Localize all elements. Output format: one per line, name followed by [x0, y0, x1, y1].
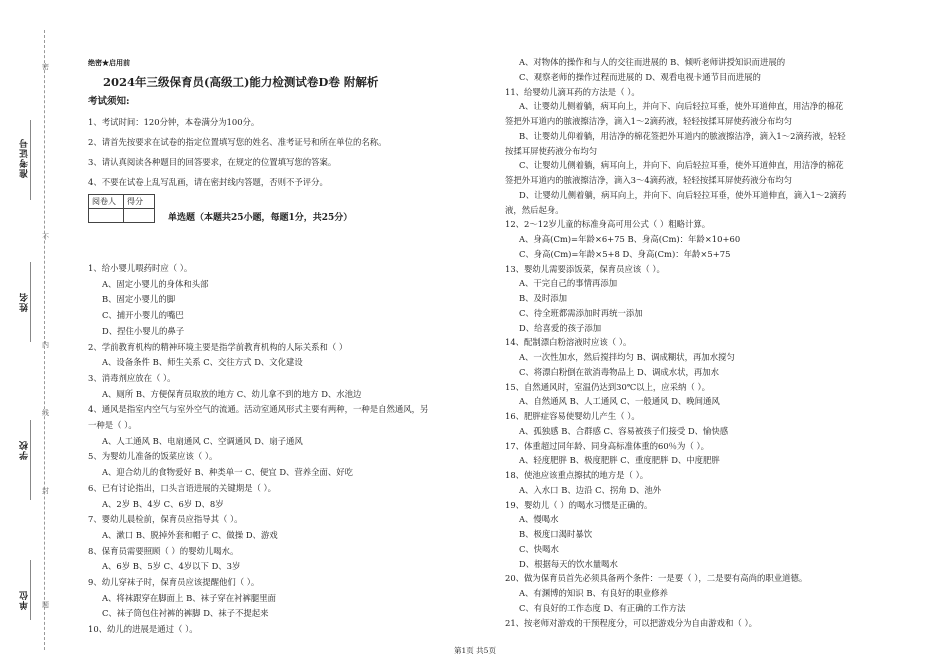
question-option: A、干完自己的事情再添加	[519, 278, 618, 289]
question-option: A、自然通风 B、人工通风 C、一般通风 D、晚间通风	[519, 396, 720, 407]
question-stem: 8、保育员需要照顾（ ）的婴幼儿喝水。	[88, 545, 239, 556]
question-stem: 18、使池应该重点擦拭的地方是（ ）。	[505, 470, 649, 480]
question-option: A、入水口 B、边沿 C、拐角 D、池外	[519, 484, 662, 495]
question-option: B、固定小婴儿的脚	[102, 294, 176, 305]
question-continuation: 液，然后起身。	[505, 204, 564, 215]
question-option: A、人工通风 B、电扇通风 C、空调通风 D、扇子通风	[102, 435, 303, 446]
question-option: A、迎合幼儿的食物爱好 B、种类单一 C、便宜 D、营养全面、好吃	[102, 467, 354, 478]
question-option: A、对物体的操作和与人的交往而进展的 B、倾听老师讲授知识而进展的	[519, 57, 786, 67]
question-stem: 17、体重超过同年龄、同身高标准体重的60％为（ ）。	[505, 440, 710, 451]
question-option: A、厕所 B、方便保育员取放的地方 C、幼儿拿不到的地方 D、水池边	[102, 388, 362, 399]
question-option: D、给喜爱的孩子添加	[519, 322, 602, 333]
question-option: C、捕开小婴儿的嘴巴	[102, 310, 184, 321]
school-underline	[30, 420, 31, 500]
question-option: C、将漂白粉倒在欲消毒物品上 D、调成水状，再加水	[519, 366, 720, 377]
notice-item: 4、不要在试卷上乱写乱画，请在密封线内答题，否则不予评分。	[88, 177, 328, 187]
question-option: C、身高(Cm)=年龄×5+8 D、身高(Cm)：年龄×5+75	[519, 248, 731, 259]
question-option: A、2岁 B、4岁 C、6岁 D、8岁	[102, 498, 224, 509]
question-stem: 6、已有讨论指出，口头言语进展的关键期是（ ）。	[88, 482, 277, 493]
seal-char: 题	[42, 601, 49, 609]
question-stem: 19、婴幼儿（ ）的喝水习惯是正确的。	[505, 499, 653, 510]
seal-char: 不	[42, 233, 49, 241]
exam-number-label: 准考证号	[20, 138, 30, 178]
seal-char: 密	[42, 63, 49, 71]
notice-heading: 考试须知:	[88, 96, 130, 107]
question-option: A、轻度肥胖 B、极度肥胖 C、重度肥胖 D、中度肥胖	[519, 455, 720, 466]
page-title: 2024年三级保育员(高级工)能力检测试卷D卷 附解析	[103, 75, 379, 89]
unit-label: 单位	[20, 590, 30, 610]
question-continuation: 签把外耳道内的脓液擦洁净，滴入3～4滴药液，轻轻按揉耳屏使药液分布均匀	[505, 175, 793, 185]
question-stem: 21、按老师对游戏的干预程度分，可以把游戏分为自由游戏和（ ）。	[505, 617, 757, 628]
question-stem: 13、婴幼儿需要添饭菜，保育员应该（ ）。	[505, 263, 665, 274]
notice-item: 1、考试时间：120分钟，本卷满分为100分。	[88, 117, 260, 127]
question-option: D、捏住小婴儿的鼻子	[102, 325, 185, 336]
page-footer: 第1页 共5页	[454, 646, 496, 655]
question-option: A、固定小婴儿的身体和头部	[102, 278, 209, 289]
question-stem: 12、2～12岁儿童的标准身高可用公式（ ）粗略计算。	[505, 219, 711, 230]
seal-char: 封	[42, 487, 49, 495]
name-label: 姓名	[20, 292, 30, 312]
question-stem: 3、消毒剂应放在（ ）。	[88, 372, 176, 383]
question-stem: 14、配制漂白粉溶液时应该（ ）。	[505, 337, 632, 348]
grader-cell	[89, 209, 124, 223]
question-stem: 15、自然通风时，室温仍达到30℃以上，应采纳（ ）。	[505, 381, 711, 392]
question-option: A、有渊博的知识 B、有良好的职业修养	[519, 588, 668, 598]
seal-char: 线	[42, 409, 49, 417]
question-option: A、一次性加水，然后搅拌均匀 B、调成糊状，再加水搅匀	[519, 352, 735, 362]
question-option: C、待全班都需添加时再统一添加	[519, 307, 643, 318]
question-stem: 16、肥胖症容易使婴幼儿产生（ ）。	[505, 411, 640, 421]
section-heading: 单选题（本题共25小题，每题1分，共25分）	[168, 213, 353, 223]
question-stem: 5、为婴幼儿准备的饭菜应该（ ）。	[88, 451, 218, 462]
question-option: A、让婴幼儿侧着躺，病耳向上，并向下、向后轻拉耳垂，使外耳道伸直，用洁净的棉花	[519, 101, 844, 112]
school-label: 学校	[20, 440, 30, 460]
question-continuation: 按揉耳屏使药液分布均匀	[505, 145, 598, 156]
question-stem: 4、通风是指室内空气与室外空气的流通。活动室通风形式主要有两种，一种是自然通风，另	[88, 404, 429, 415]
question-option: A、身高(Cm)=年龄×6+75 B、身高(Cm)：年龄×10+60	[519, 234, 741, 244]
question-option: A、将袜跟穿在脚面上 B、袜子穿在衬裤腿里面	[102, 592, 276, 603]
notice-item: 2、请首先按要求在试卷的指定位置填写您的姓名、准考证号和所在单位的名称。	[88, 137, 387, 147]
question-stem: 7、婴幼儿晨检前，保育员应指导其（ ）。	[88, 514, 243, 525]
question-option: A、孤独感 B、合群感 C、容易被孩子们接受 D、愉快感	[519, 425, 729, 436]
notice-item: 3、请认真阅读各种题目的回答要求，在规定的位置填写您的答案。	[88, 157, 337, 167]
question-option: A、6岁 B、5岁 C、4岁以下 D、3岁	[102, 561, 241, 572]
question-option: C、有良好的工作态度 D、有正确的工作方法	[519, 602, 686, 613]
question-stem: 1、给小婴儿喂药时应（ ）。	[88, 263, 193, 273]
question-option: B、让婴幼儿仰着躺，用洁净的棉花签把外耳道内的脓液擦洁净，滴入1～2滴药液，轻轻	[519, 130, 846, 141]
question-option: B、极度口渴时暴饮	[519, 529, 593, 539]
question-continuation: 一种是（ ）。	[88, 420, 137, 430]
score-label: 得分	[124, 195, 155, 209]
question-option: D、让婴幼儿侧着躺，病耳向上，并向下、向后轻拉耳垂，使外耳道伸直，滴入1～2滴药	[519, 189, 847, 200]
question-option: A、设备条件 B、师生关系 C、交往方式 D、文化建设	[102, 357, 303, 368]
question-option: C、让婴幼儿侧着躺，病耳向上，并向下、向后轻拉耳垂，使外耳道伸直，用洁净的棉花	[519, 160, 844, 171]
score-cell	[124, 209, 155, 223]
binding-margin	[0, 0, 75, 671]
question-continuation: 签把外耳道内的脓液擦洁净，滴入1～2滴药液，轻轻按揉耳屏使药液分布均匀	[505, 116, 793, 126]
question-option: A、慢喝水	[519, 514, 559, 525]
question-option: C、观察老师的操作过程而进展的 D、观看电视卡通节目而进展的	[519, 71, 761, 82]
question-option: D、根据每天的饮水量喝水	[519, 558, 618, 569]
score-table	[88, 194, 155, 223]
question-stem: 20、做为保育员首先必须具备两个条件：一是要（ ），二是要有高尚的职业道德。	[505, 573, 808, 584]
grader-label: 阅卷人	[89, 195, 124, 209]
secret-tag: 绝密★启用前	[88, 58, 130, 67]
question-option: C、快喝水	[519, 543, 559, 554]
question-option: C、袜子筒包住衬裤的裤脚 D、袜子不提起来	[102, 608, 269, 619]
question-option: A、漱口 B、脱掉外套和帽子 C、做操 D、游戏	[102, 529, 278, 540]
question-stem: 9、幼儿穿袜子时，保育员应该提醒他们（ ）。	[88, 577, 260, 587]
question-stem: 10、幼儿的进展是通过（ ）。	[88, 624, 198, 635]
question-option: B、及时添加	[519, 293, 568, 303]
question-stem: 11、给婴幼儿滴耳药的方法是（ ）。	[505, 86, 640, 97]
question-stem: 2、学前教育机构的精神环境主要是指学前教育机构的人际关系和（ ）	[88, 341, 348, 352]
seal-char: 内	[42, 341, 49, 349]
